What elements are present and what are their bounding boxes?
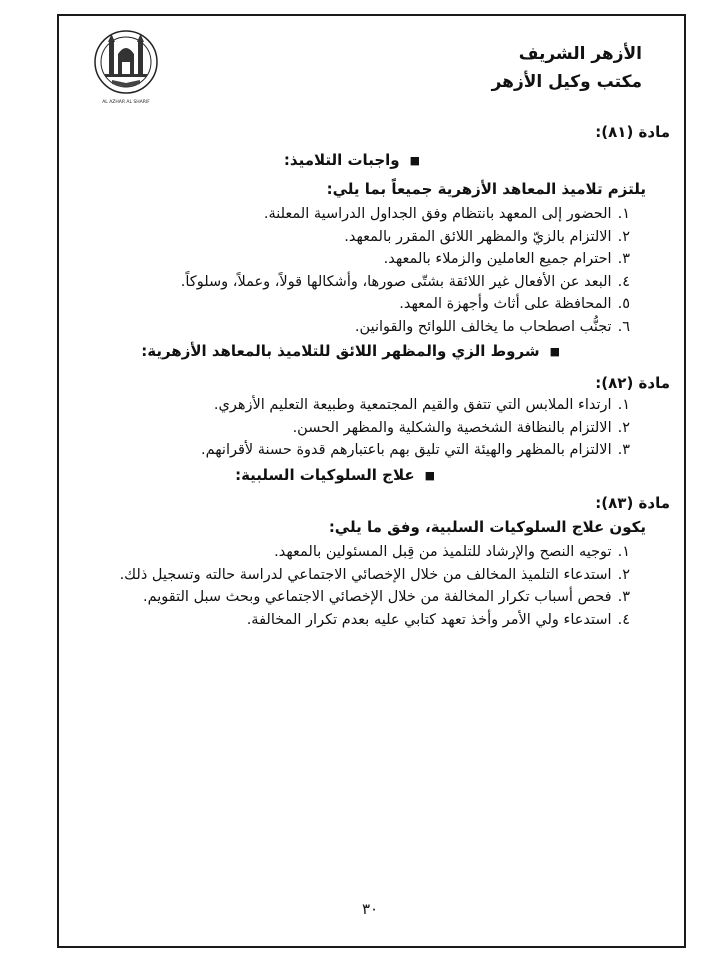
section-title-student-duties: ■واجبات التلاميذ: (283, 151, 420, 169)
article-82-list (201, 394, 630, 462)
list-item: ٤.البعد عن الأفعال غير اللائقة بشتّى صورها، وأشكالها قولاً، وعملاً، وسلوكاً. (180, 273, 630, 290)
list-item: ٢.استدعاء التلميذ المخالف من خلال الإخصائي الاجتماعي لدراسة حالته وتسجيل ذلك. (119, 566, 630, 583)
list-item: ٢.الالتزام بالزيّ والمظهر اللائق المقرر بالمعهد. (344, 228, 630, 245)
list-item: ٥.المحافظة على أثاث وأجهزة المعهد. (399, 296, 630, 312)
list-item: ٣.فحص أسباب تكرار المخالفة من خلال الإخصائي الاجتماعي وبحث سبل التقويم. (143, 589, 630, 605)
list-item: ١.توجيه النصح والإرشاد للتلميذ من قِبل المسئولين بالمعهد. (274, 544, 630, 560)
bullet-icon: ■ (409, 154, 420, 167)
article-83-label: مادة (٨٣): (595, 494, 670, 512)
section-title-negative-behaviors: ■علاج السلوكيات السلبية: (235, 466, 435, 484)
article-81-list (181, 203, 630, 338)
list-item: ١.ارتداء الملابس التي تتفق والقيم المجتمعية وطبيعة التعليم الأزهري. (213, 397, 630, 413)
article-81-label: مادة (٨١): (595, 123, 670, 141)
bullet-icon: ■ (549, 345, 560, 358)
list-item: ٤.استدعاء ولي الأمر وأخذ تعهد كتابي عليه بعدم تكرار المخالفة. (246, 611, 630, 628)
article-82-label: مادة (٨٢): (595, 374, 670, 392)
list-item: ٣.الالتزام بالمظهر والهيئة التي تليق بهم باعتبارهم قدوة حسنة لأقرانهم. (200, 442, 630, 458)
bullet-icon: ■ (424, 469, 435, 482)
article-83-list (120, 541, 630, 631)
letterhead-line-2: مكتب وكيل الأزهر (491, 72, 642, 92)
article-81-intro: يلتزم تلاميذ المعاهد الأزهرية جميعاً بما يلي: (326, 180, 646, 198)
logo-caption: AL AZHAR AL SHARIF (102, 100, 150, 105)
list-item: ٣.احترام جميع العاملين والزملاء بالمعهد. (383, 251, 630, 267)
section-title-dress-code: ■شروط الزي والمظهر اللائق للتلاميذ بالمعاهد الأزهرية: (141, 342, 560, 360)
list-item: ٢.الالتزام بالنظافة الشخصية والشكلية والمظهر الحسن. (292, 419, 630, 436)
list-item: ١.الحضور إلى المعهد بانتظام وفق الجداول الدراسية المعلنة. (263, 206, 630, 222)
letterhead-line-1: الأزهر الشريف (518, 44, 642, 64)
al-azhar-seal-icon (92, 24, 160, 106)
page-number: ٣٠ (362, 900, 379, 918)
article-83-intro: يكون علاج السلوكيات السلبية، وفق ما يلي: (328, 518, 646, 536)
letterhead (492, 40, 642, 96)
list-item: ٦.تجنُّب اصطحاب ما يخالف اللوائح والقوانين. (354, 318, 630, 335)
